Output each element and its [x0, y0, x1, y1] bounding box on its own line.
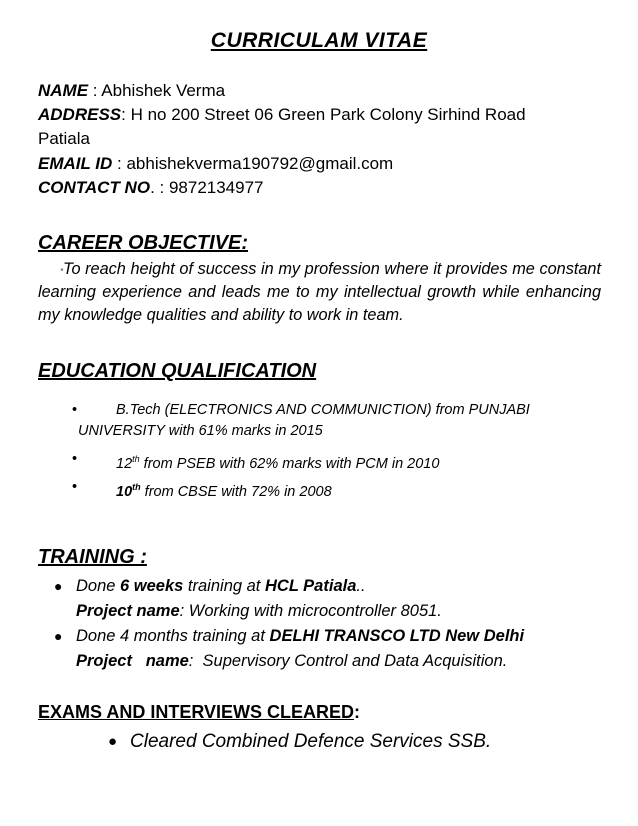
email-value: : abhishekverma190792@gmail.com	[112, 154, 394, 173]
training-text: Done	[76, 577, 121, 595]
contact-row	[38, 177, 608, 199]
training-line	[76, 574, 616, 599]
training-item	[54, 624, 616, 674]
name-value: : Abhishek Verma	[88, 81, 226, 100]
address-value-2: Patiala	[38, 129, 90, 148]
education-item-num: 12	[116, 455, 133, 472]
career-objective-text	[38, 258, 601, 327]
education-item-line1: B.Tech (ELECTRONICS AND COMMUNICTION) from PUNJABI	[116, 402, 530, 418]
email-label: EMAIL ID	[38, 154, 113, 173]
bullet-icon: ●	[108, 733, 118, 750]
contact-label: CONTACT NO	[38, 178, 151, 197]
training-duration: 6 weeks	[120, 577, 184, 595]
email-row	[38, 153, 608, 175]
project-label: Project name	[76, 602, 180, 620]
bullet-icon: ●	[54, 578, 63, 594]
training-line	[76, 624, 616, 649]
bullet-icon: •	[72, 402, 78, 418]
training-item	[54, 574, 616, 624]
bullet-icon: •	[72, 451, 78, 467]
project-value: : Working with microcontroller 8051.	[179, 602, 442, 620]
project-line	[76, 649, 616, 674]
exam-item	[108, 731, 492, 753]
address-value: : H no 200 Street 06 Green Park Colony Sirhind Road	[121, 105, 526, 124]
education-item-rest: from PSEB with 62% marks with PCM in 2010	[139, 455, 440, 472]
project-line	[76, 599, 616, 624]
page-title: CURRICULAM VITAE	[210, 29, 428, 52]
education-item-text	[116, 449, 601, 475]
address-row-2	[38, 128, 608, 150]
exams-heading-colon: :	[354, 702, 361, 722]
education-item-text	[116, 477, 601, 503]
education-item	[72, 477, 601, 503]
training-heading: TRAINING :	[38, 546, 147, 568]
exam-item-text: Cleared Combined Defence Services SSB.	[130, 731, 492, 752]
education-item-sup: th	[132, 454, 140, 464]
education-item-line2: UNIVERSITY with 61% marks in 2015	[78, 423, 323, 439]
bullet-icon: ●	[54, 628, 63, 644]
objective-body: To reach height of success in my profession where it provides me constant learning experience and leads me to my intellectual growth while enhancing my knowledge qualities and ability to work in team.	[38, 260, 601, 324]
training-company: HCL Patiala	[264, 577, 357, 595]
training-text: training at	[183, 577, 265, 595]
education-heading: EDUCATION QUALIFICATION	[38, 360, 317, 382]
project-label: Project name	[76, 652, 189, 670]
open-quote: “	[60, 267, 63, 277]
training-text: Done 4 months training at	[76, 627, 270, 645]
name-label: NAME	[38, 81, 89, 100]
education-item-sup: th	[132, 482, 141, 492]
bullet-icon: •	[72, 479, 78, 495]
contact-value: . : 9872134977	[150, 178, 264, 197]
address-label: ADDRESS	[38, 105, 122, 124]
education-item	[72, 449, 601, 475]
career-heading: CAREER OBJECTIVE:	[38, 232, 249, 254]
training-text: ..	[356, 577, 366, 595]
education-item	[72, 400, 601, 442]
training-company: DELHI TRANSCO LTD New Delhi	[269, 627, 525, 645]
project-value: : Supervisory Control and Data Acquisition.	[188, 652, 508, 670]
education-item-rest: from CBSE with 72% in 2008	[140, 483, 332, 500]
name-row	[38, 80, 608, 102]
exams-heading-text: EXAMS AND INTERVIEWS CLEARED	[38, 702, 355, 722]
exams-heading	[38, 702, 360, 723]
education-item-num: 10	[116, 483, 133, 500]
address-row	[38, 104, 608, 126]
